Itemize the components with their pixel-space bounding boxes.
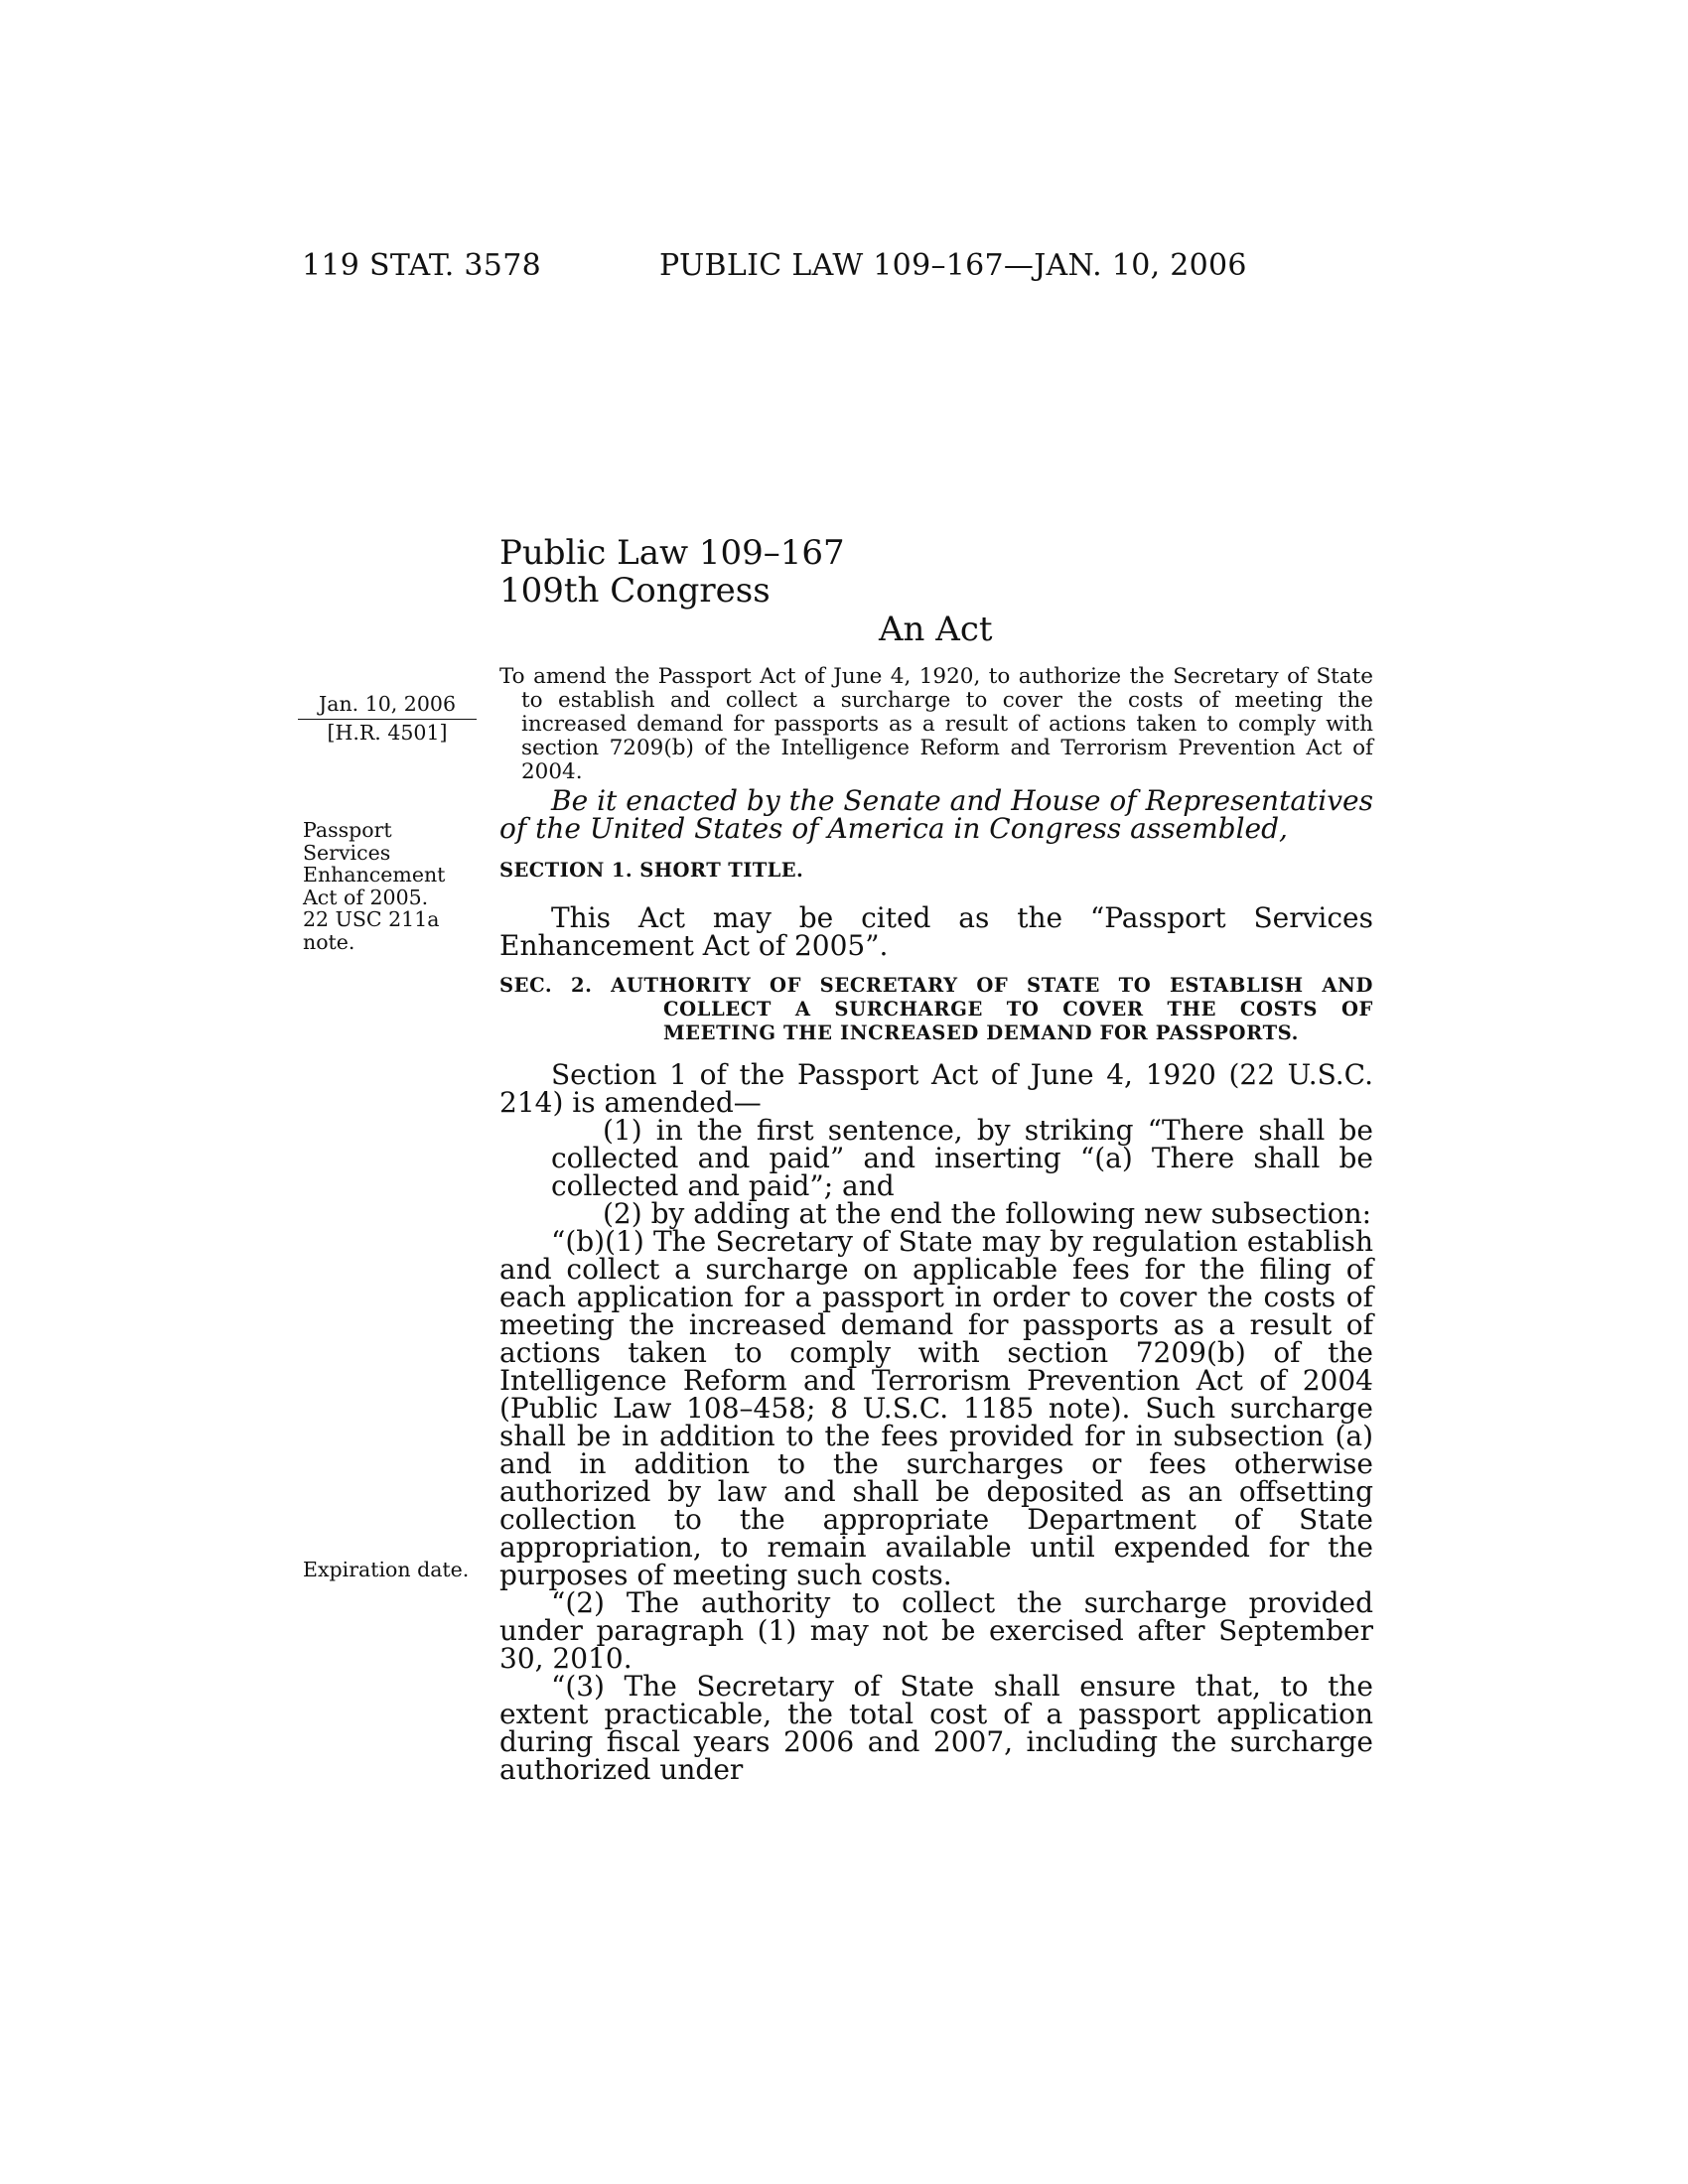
- usc-margin-note: 22 USC 211a note.: [303, 907, 440, 954]
- subsection-b-paragraph-1: “(b)(1) The Secretary of State may by regulation establish and collect a surcharge on applicable fees for the filing of each application for a passport in order to cover the costs of meeting the increased demand for passports as a result of actions taken to comply with section 7209(b) of the Intelligence Reform and Terrorism Prevention Act of 2004 (Public Law 108–458; 8 U.S.C. 1185 note). Such surcharge shall be in addition to the fees provided for in subsection (a) and in addition to the surcharges or fees otherwise authorized by law and shall be deposited as an offsetting collection to the appropriate Department of State appropriation, to remain available until expended for the purposes of meeting such costs.: [499, 1225, 1373, 1591]
- section-2-intro: Section 1 of the Passport Act of June 4, 1920 (22 U.S.C. 214) is amended—: [499, 1058, 1373, 1119]
- margin-date-note: [298, 693, 477, 744]
- congress-number: 109th Congress: [499, 571, 771, 611]
- expiration-margin-note: Expiration date.: [303, 1558, 470, 1581]
- running-title: PUBLIC LAW 109–167—JAN. 10, 2006: [659, 248, 1247, 283]
- section-2-heading: SEC. 2. AUTHORITY OF SECRETARY OF STATE TO ESTABLISH AND COLLECT A SURCHARGE TO COVER THE COSTS OF MEETING THE INCREASED DEMAND FOR PASSPORTS.: [499, 974, 1373, 1044]
- purpose-clause: [499, 665, 1373, 784]
- subsection-b-paragraph-2: “(2) The authority to collect the surcharge provided under paragraph (1) may not be exercised after September 30, 2010.: [499, 1586, 1373, 1675]
- amendment-paragraph-2: (2) by adding at the end the following new subsection:: [603, 1197, 1372, 1230]
- law-title-block: [499, 534, 845, 610]
- amendment-paragraph-1: (1) in the first sentence, by striking “There shall be collected and paid” and inserting “(a) There shall be collected and paid”; and: [551, 1114, 1373, 1202]
- section-1-text: This Act may be cited as the “Passport Services Enhancement Act of 2005”.: [499, 901, 1373, 962]
- margin-citation-note: [303, 819, 482, 953]
- section-1-heading: SECTION 1. SHORT TITLE.: [499, 859, 804, 882]
- enacting-clause: Be it enacted by the Senate and House of Representatives of the United States of America in Congress assembled,: [499, 784, 1373, 845]
- subsection-b-paragraph-3: “(3) The Secretary of State shall ensure that, to the extent practicable, the total cost of a passport application during fiscal years 2006 and 2007, including the surcharge authorized under: [499, 1670, 1373, 1786]
- bill-number: [H.R. 4501]: [327, 720, 448, 745]
- page-folio: 119 STAT. 3578: [302, 248, 541, 283]
- law-body: [499, 784, 1373, 1786]
- short-title-margin-note: Passport Services Enhancement Act of 2005.: [303, 818, 446, 909]
- law-number: Public Law 109–167: [499, 533, 845, 573]
- enactment-date: Jan. 10, 2006: [319, 692, 456, 716]
- running-head: [302, 248, 1394, 288]
- act-heading: An Act: [879, 610, 993, 649]
- margin-rule: [298, 719, 477, 720]
- purpose-text: To amend the Passport Act of June 4, 1920, to authorize the Secretary of State to establish and collect a surcharge to cover the costs of meeting the increased demand for passports as a result of actions taken to comply with section 7209(b) of the Intelligence Reform and Terrorism Prevention Act of 2004.: [499, 664, 1373, 784]
